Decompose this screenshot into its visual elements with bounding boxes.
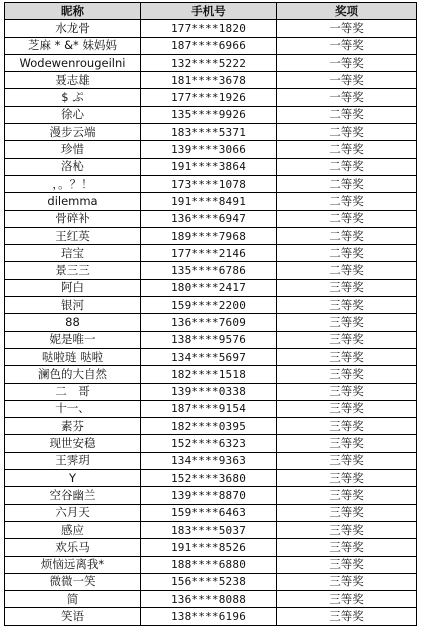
cell-prize: 二等奖 (277, 262, 417, 279)
table-row (5, 210, 417, 227)
table-row (5, 89, 417, 106)
table-row (5, 124, 417, 141)
cell-prize: 一等奖 (277, 72, 417, 89)
cell-prize: 三等奖 (277, 400, 417, 417)
table-row (5, 314, 417, 331)
cell-nickname: 徐心 (5, 106, 141, 123)
cell-prize: 三等奖 (277, 279, 417, 296)
cell-prize: 三等奖 (277, 348, 417, 365)
cell-prize: 二等奖 (277, 124, 417, 141)
table-row (5, 72, 417, 89)
table-row (5, 591, 417, 608)
cell-phone: 135****9926 (141, 106, 277, 123)
table-row (5, 20, 417, 37)
cell-phone: 138****9576 (141, 331, 277, 348)
table-row (5, 452, 417, 469)
cell-nickname: 笑语 (5, 608, 141, 625)
cell-nickname: Y (5, 470, 141, 487)
cell-nickname: 澜色的大自然 (5, 366, 141, 383)
cell-nickname: 洛杺 (5, 158, 141, 175)
table-row (5, 400, 417, 417)
cell-nickname: 水龙骨 (5, 20, 141, 37)
cell-phone: 177****1926 (141, 89, 277, 106)
table-row (5, 262, 417, 279)
table-row (5, 573, 417, 590)
table-row (5, 521, 417, 538)
cell-prize: 二等奖 (277, 210, 417, 227)
cell-phone: 177****1820 (141, 20, 277, 37)
cell-nickname: 芝麻 * &* 妹妈妈 (5, 37, 141, 54)
cell-prize: 二等奖 (277, 141, 417, 158)
cell-phone: 180****2417 (141, 279, 277, 296)
cell-prize: 三等奖 (277, 487, 417, 504)
cell-prize: 二等奖 (277, 158, 417, 175)
table-row (5, 175, 417, 192)
cell-nickname: 珍惜 (5, 141, 141, 158)
cell-phone: 182****1518 (141, 366, 277, 383)
cell-prize: 三等奖 (277, 314, 417, 331)
table-row (5, 348, 417, 365)
table-row (5, 331, 417, 348)
cell-nickname: 空谷幽兰 (5, 487, 141, 504)
cell-phone: 183****5037 (141, 521, 277, 538)
cell-phone: 183****5371 (141, 124, 277, 141)
cell-nickname: 二 哥 (5, 383, 141, 400)
cell-prize: 三等奖 (277, 452, 417, 469)
cell-phone: 156****5238 (141, 573, 277, 590)
header-prize: 奖项 (277, 3, 417, 20)
cell-phone: 159****2200 (141, 297, 277, 314)
table-row (5, 279, 417, 296)
cell-nickname: 景三三 (5, 262, 141, 279)
cell-prize: 三等奖 (277, 504, 417, 521)
cell-prize: 三等奖 (277, 591, 417, 608)
cell-prize: 三等奖 (277, 366, 417, 383)
cell-nickname: Wodewenrougeilni (5, 54, 141, 71)
cell-prize: 三等奖 (277, 521, 417, 538)
cell-phone: 138****6196 (141, 608, 277, 625)
cell-prize: 三等奖 (277, 383, 417, 400)
table-row (5, 245, 417, 262)
cell-nickname: 现世安稳 (5, 435, 141, 452)
cell-phone: 136****8088 (141, 591, 277, 608)
table-row (5, 608, 417, 625)
table-row (5, 54, 417, 71)
cell-prize: 三等奖 (277, 470, 417, 487)
cell-nickname: 六月天 (5, 504, 141, 521)
table-row (5, 539, 417, 556)
cell-nickname: ，。？！ (5, 175, 141, 192)
cell-nickname: 王红英 (5, 227, 141, 244)
cell-prize: 三等奖 (277, 539, 417, 556)
cell-phone: 177****2146 (141, 245, 277, 262)
cell-phone: 191****8526 (141, 539, 277, 556)
cell-prize: 二等奖 (277, 106, 417, 123)
header-row (5, 3, 417, 20)
cell-phone: 135****6786 (141, 262, 277, 279)
cell-phone: 139****3066 (141, 141, 277, 158)
winner-rows (5, 20, 417, 625)
header-nickname: 昵称 (5, 3, 141, 20)
cell-prize: 三等奖 (277, 556, 417, 573)
cell-phone: 187****6966 (141, 37, 277, 54)
cell-nickname: 简 (5, 591, 141, 608)
cell-phone: 152****6323 (141, 435, 277, 452)
cell-prize: 二等奖 (277, 193, 417, 210)
table-row (5, 141, 417, 158)
table-row (5, 435, 417, 452)
cell-phone: 182****0395 (141, 418, 277, 435)
cell-nickname: $ ぷ (5, 89, 141, 106)
cell-nickname: 哒啦琏 哒啦 (5, 348, 141, 365)
cell-phone: 136****7609 (141, 314, 277, 331)
cell-phone: 139****0338 (141, 383, 277, 400)
cell-phone: 136****6947 (141, 210, 277, 227)
cell-nickname: 妮是唯一 (5, 331, 141, 348)
cell-phone: 134****5697 (141, 348, 277, 365)
cell-prize: 一等奖 (277, 54, 417, 71)
cell-prize: 三等奖 (277, 297, 417, 314)
cell-nickname: 王霁玥 (5, 452, 141, 469)
winners-sheet (4, 2, 416, 626)
cell-prize: 一等奖 (277, 37, 417, 54)
cell-phone: 188****6880 (141, 556, 277, 573)
cell-phone: 191****8491 (141, 193, 277, 210)
cell-prize: 一等奖 (277, 89, 417, 106)
cell-phone: 159****6463 (141, 504, 277, 521)
cell-phone: 191****3864 (141, 158, 277, 175)
cell-nickname: 银河 (5, 297, 141, 314)
cell-nickname: 漫步云端 (5, 124, 141, 141)
cell-nickname: 烦恼远离我* (5, 556, 141, 573)
cell-phone: 173****1078 (141, 175, 277, 192)
cell-nickname: 骨碎补 (5, 210, 141, 227)
cell-phone: 139****8870 (141, 487, 277, 504)
table-row (5, 504, 417, 521)
cell-phone: 134****9363 (141, 452, 277, 469)
cell-prize: 三等奖 (277, 608, 417, 625)
cell-nickname: 聂志雄 (5, 72, 141, 89)
cell-nickname: 欢乐马 (5, 539, 141, 556)
cell-nickname: 88 (5, 314, 141, 331)
cell-phone: 189****7968 (141, 227, 277, 244)
cell-nickname: 微微一笑 (5, 573, 141, 590)
cell-nickname: 琂宝 (5, 245, 141, 262)
cell-phone: 152****3680 (141, 470, 277, 487)
table-row (5, 227, 417, 244)
cell-nickname: 阿白 (5, 279, 141, 296)
cell-phone: 132****5222 (141, 54, 277, 71)
cell-prize: 二等奖 (277, 175, 417, 192)
table-row (5, 556, 417, 573)
cell-prize: 一等奖 (277, 20, 417, 37)
table-row (5, 193, 417, 210)
table-row (5, 37, 417, 54)
table-row (5, 158, 417, 175)
cell-nickname: 感应 (5, 521, 141, 538)
header-phone: 手机号 (141, 3, 277, 20)
cell-nickname: dilemma (5, 193, 141, 210)
cell-prize: 三等奖 (277, 331, 417, 348)
cell-nickname: 十一、 (5, 400, 141, 417)
cell-prize: 二等奖 (277, 245, 417, 262)
winners-table (4, 2, 417, 626)
cell-prize: 三等奖 (277, 435, 417, 452)
table-row (5, 418, 417, 435)
cell-phone: 181****3678 (141, 72, 277, 89)
table-row (5, 106, 417, 123)
table-row (5, 366, 417, 383)
cell-phone: 187****9154 (141, 400, 277, 417)
cell-prize: 二等奖 (277, 227, 417, 244)
cell-prize: 三等奖 (277, 573, 417, 590)
table-row (5, 487, 417, 504)
cell-prize: 三等奖 (277, 418, 417, 435)
table-row (5, 383, 417, 400)
table-row (5, 297, 417, 314)
cell-nickname: 素芬 (5, 418, 141, 435)
table-row (5, 470, 417, 487)
